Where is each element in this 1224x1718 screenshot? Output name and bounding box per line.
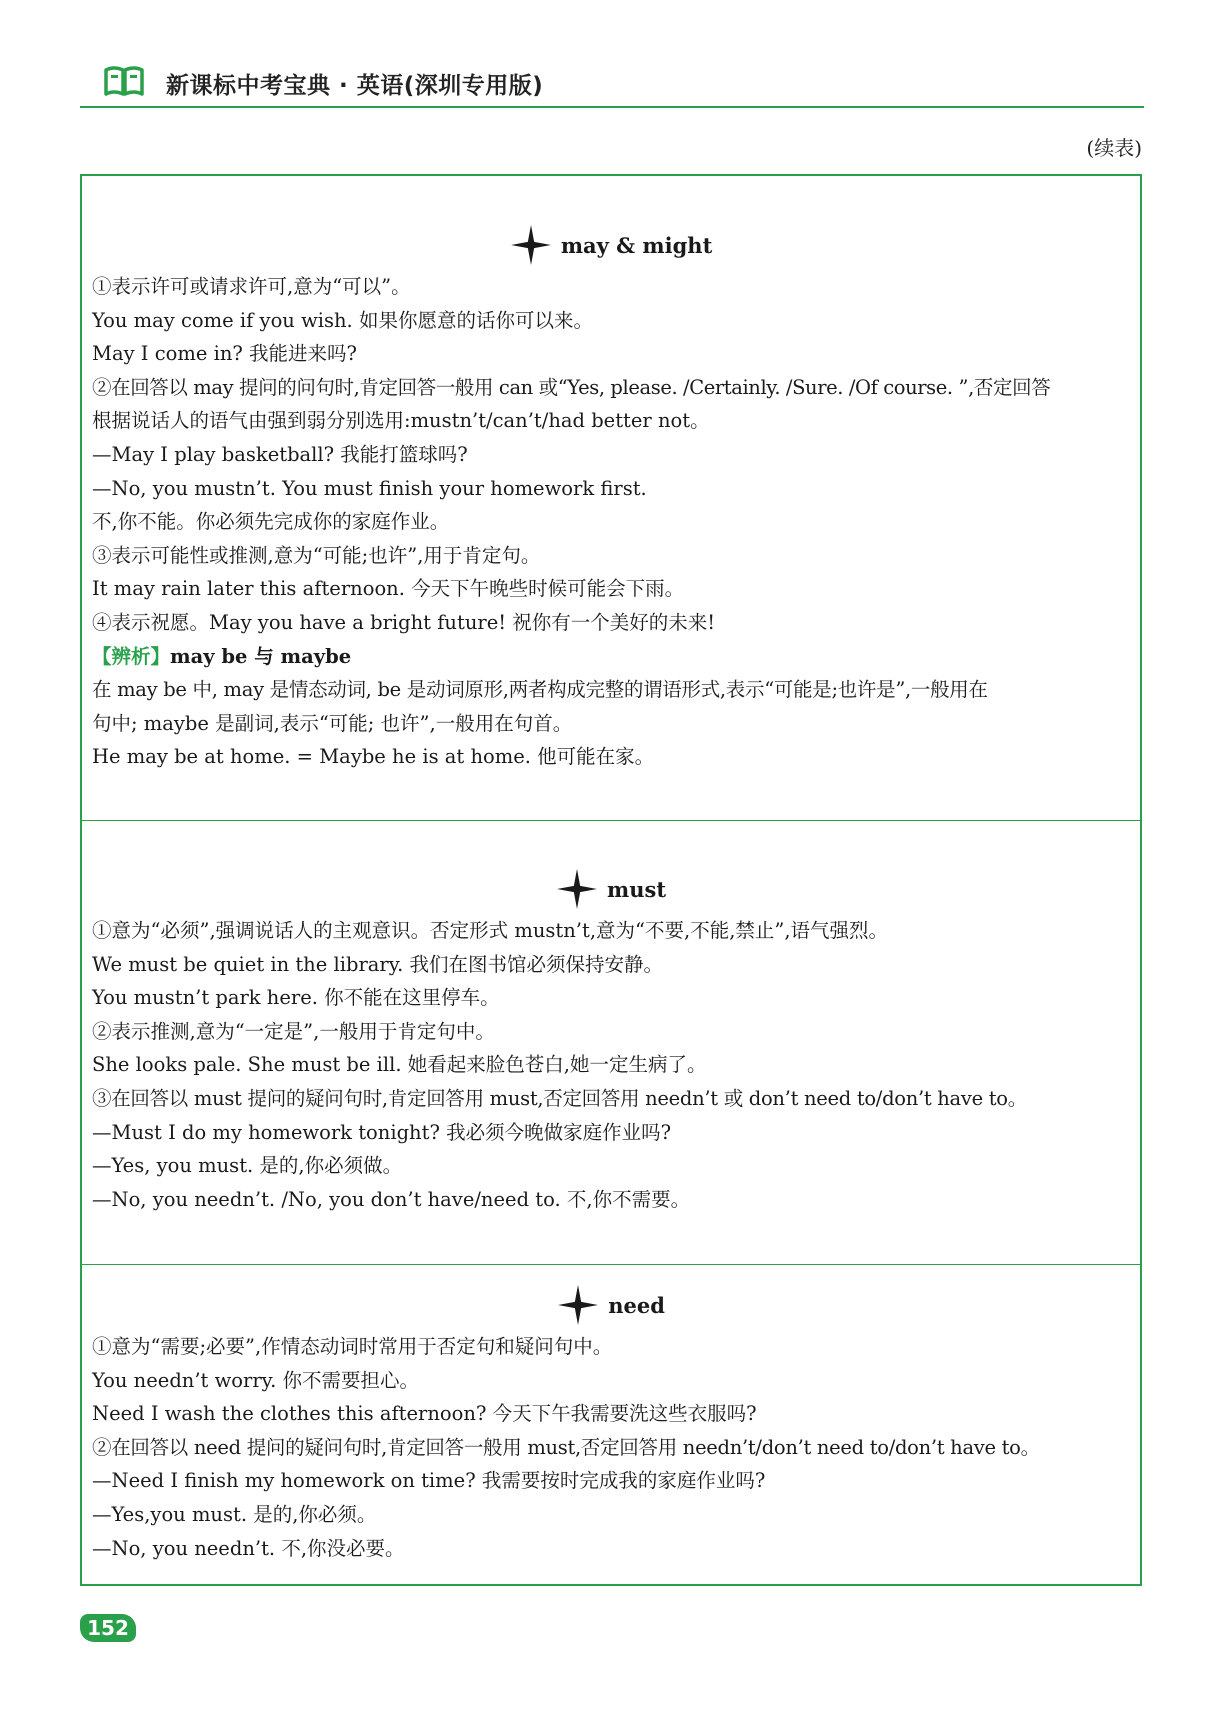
text-line: ③在回答以 must 提问的疑问句时,肯定回答用 must,否定回答用 needn’t 或 don’t need to/don’t have to。 bbox=[92, 1086, 1027, 1110]
analysis-title: may be 与 maybe bbox=[170, 644, 352, 668]
text-line: 不,你不能。你必须先完成你的家庭作业。 bbox=[92, 510, 450, 534]
section-body-may-might bbox=[92, 270, 1130, 774]
text-line: 句中; maybe 是副词,表示“可能; 也许”,一般用在句首。 bbox=[92, 711, 573, 735]
star-bullet-icon bbox=[510, 224, 552, 266]
text-line: ①意为“需要;必要”,作情态动词时常用于否定句和疑问句中。 bbox=[92, 1335, 613, 1358]
content-table bbox=[80, 174, 1142, 1586]
section-divider bbox=[82, 820, 1140, 821]
book-icon bbox=[102, 64, 146, 98]
text-line: You mustn’t park here. 你不能在这里停车。 bbox=[92, 986, 500, 1010]
text-line: ①意为“必须”,强调说话人的主观意识。否定形式 mustn’t,意为“不要,不能,禁止”,语气强烈。 bbox=[92, 919, 889, 942]
text-line: ④表示祝愿。May you have a bright future! 祝你有一个美好的未来! bbox=[92, 610, 716, 634]
text-line: May I come in? 我能进来吗? bbox=[92, 342, 358, 366]
star-bullet-icon bbox=[557, 1284, 599, 1326]
text-line: It may rain later this afternoon. 今天下午晚些时候可能会下雨。 bbox=[92, 577, 685, 601]
text-line: ②在回答以 may 提问的问句时,肯定回答一般用 can 或“Yes, please. /Certainly. /Sure. /Of course. ”,否定回答 bbox=[92, 375, 1051, 399]
text-line: He may be at home. = Maybe he is at home. 他可能在家。 bbox=[92, 745, 655, 769]
text-line: —No, you needn’t. 不,你没必要。 bbox=[92, 1536, 405, 1560]
text-line: 根据说话人的语气由强到弱分别选用:mustn’t/can’t/had better not。 bbox=[92, 409, 710, 433]
section-title-need: need bbox=[82, 1284, 1140, 1328]
text-line: ②表示推测,意为“一定是”,一般用于肯定句中。 bbox=[92, 1019, 495, 1043]
text-line: —Need I finish my homework on time? 我需要按时完成我的家庭作业吗? bbox=[92, 1469, 766, 1493]
text-line: —Must I do my homework tonight? 我必须今晚做家庭作业吗? bbox=[92, 1120, 672, 1144]
text-line: You needn’t worry. 你不需要担心。 bbox=[92, 1368, 419, 1392]
header-divider bbox=[80, 106, 1144, 108]
text-line: —Yes,you must. 是的,你必须。 bbox=[92, 1502, 377, 1526]
section-body-need bbox=[92, 1330, 1130, 1565]
text-line: —May I play basketball? 我能打篮球吗? bbox=[92, 442, 468, 466]
text-line: —Yes, you must. 是的,你必须做。 bbox=[92, 1154, 403, 1178]
section-title-may-might: may & might bbox=[82, 224, 1140, 268]
text-line: We must be quiet in the library. 我们在图书馆必须保持安静。 bbox=[92, 952, 664, 976]
text-line: 在 may be 中, may 是情态动词, be 是动词原形,两者构成完整的谓语形式,表示“可能是;也许是”,一般用在 bbox=[92, 678, 988, 702]
analysis-tag: 【辨析】 bbox=[92, 644, 171, 668]
page-number-badge: 152 bbox=[80, 1614, 136, 1642]
text-line: ③表示可能性或推测,意为“可能;也许”,用于肯定句。 bbox=[92, 543, 541, 567]
continued-label: (续表) bbox=[1086, 136, 1142, 160]
analysis-heading bbox=[92, 640, 1130, 674]
section-body-must bbox=[92, 914, 1130, 1216]
text-line: ①表示许可或请求许可,意为“可以”。 bbox=[92, 275, 411, 298]
text-line: You may come if you wish. 如果你愿意的话你可以来。 bbox=[92, 308, 593, 332]
section-title-must: must bbox=[82, 868, 1140, 912]
text-line: She looks pale. She must be ill. 她看起来脸色苍白,她一定生病了。 bbox=[92, 1053, 707, 1077]
text-line: Need I wash the clothes this afternoon? 今天下午我需要洗这些衣服吗? bbox=[92, 1402, 757, 1426]
text-line: —No, you mustn’t. You must finish your homework first. bbox=[92, 476, 647, 500]
page-header bbox=[80, 60, 1144, 106]
star-bullet-icon bbox=[556, 868, 598, 910]
text-line: —No, you needn’t. /No, you don’t have/need to. 不,你不需要。 bbox=[92, 1187, 691, 1211]
section-divider bbox=[82, 1264, 1140, 1265]
header-title: 新课标中考宝典 · 英语(深圳专用版) bbox=[166, 73, 544, 99]
text-line: ②在回答以 need 提问的疑问句时,肯定回答一般用 must,否定回答用 needn’t/don’t need to/don’t have to。 bbox=[92, 1435, 1040, 1459]
